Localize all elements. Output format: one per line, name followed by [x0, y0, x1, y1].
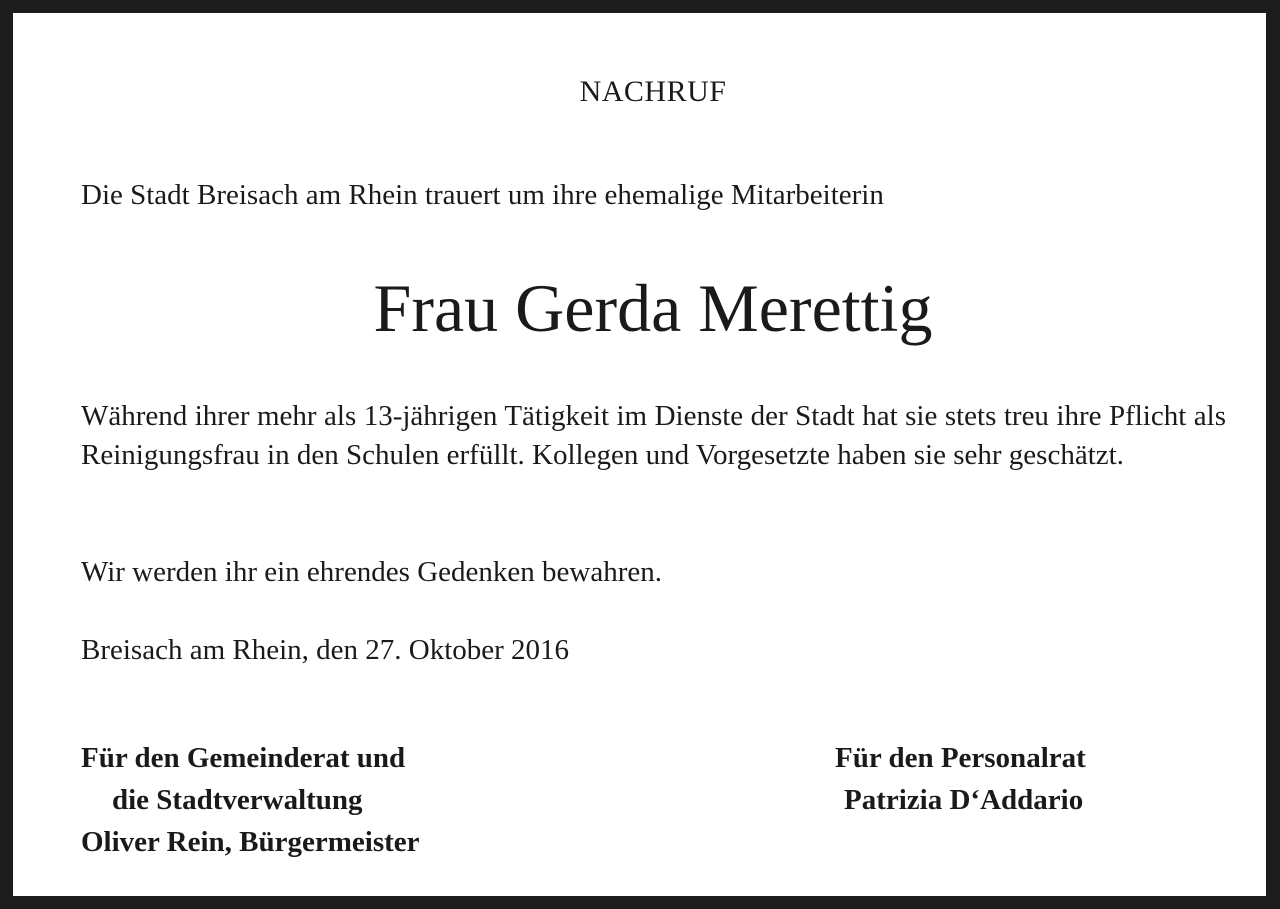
deceased-name: Frau Gerda Merettig	[373, 270, 933, 346]
place-date: Breisach am Rhein, den 27. Oktober 2016	[81, 634, 570, 666]
intro-text: Die Stadt Breisach am Rhein trauert um ihre ehemalige Mitarbeiterin	[81, 179, 884, 211]
closing-sentence: Wir werden ihr ein ehrendes Gedenken bewahren.	[81, 556, 662, 588]
signature-staff-line1: Für den Personalrat	[835, 742, 1086, 774]
signature-staff-council	[835, 737, 1086, 821]
body-paragraph: Während ihrer mehr als 13-jährigen Tätigkeit im Dienste der Stadt hat sie stets treu ihre Pflicht als Reinigungsfrau in den Schulen erfüllt. Kollegen und Vorgesetzte haben sie sehr geschätzt.	[81, 400, 1226, 471]
signature-council	[81, 737, 420, 863]
notice-heading: NACHRUF	[579, 75, 727, 108]
signature-council-line3: Oliver Rein, Bürgermeister	[81, 826, 420, 858]
signature-council-line2: die Stadtverwaltung	[112, 784, 363, 816]
signature-staff-line2: Patrizia D‘Addario	[844, 784, 1084, 816]
signature-council-line1: Für den Gemeinderat und	[81, 742, 406, 774]
